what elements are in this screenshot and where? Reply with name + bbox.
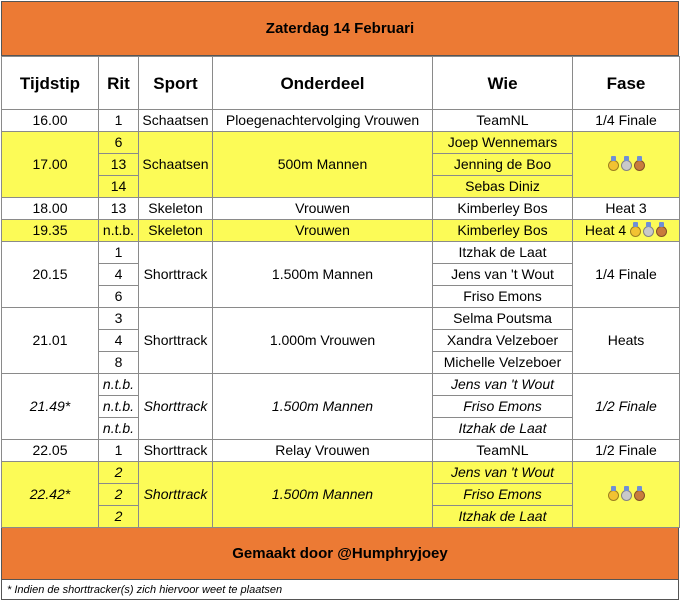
rit-cell: 6: [99, 286, 139, 308]
time-cell: 21.01: [2, 308, 99, 374]
who-cell: Kimberley Bos: [433, 198, 573, 220]
sport-cell: Schaatsen: [139, 110, 213, 132]
table-row: [2, 220, 680, 242]
rit-cell: n.t.b.: [99, 374, 139, 396]
header-sport: Sport: [139, 57, 213, 110]
phase-cell: [573, 462, 680, 528]
phase-label: Heat 4: [584, 222, 627, 238]
sport-cell: Shorttrack: [139, 308, 213, 374]
silver-medal-icon: [643, 226, 654, 237]
event-cell: Vrouwen: [213, 198, 433, 220]
rit-cell: 4: [99, 330, 139, 352]
gold-medal-icon: [608, 160, 619, 171]
time-cell: 18.00: [2, 198, 99, 220]
medal-icons: [630, 226, 667, 237]
who-cell: Michelle Velzeboer: [433, 352, 573, 374]
phase-cell: Heat 3: [573, 198, 680, 220]
silver-medal-icon: [621, 160, 632, 171]
rit-cell: 4: [99, 264, 139, 286]
table-row: [2, 440, 680, 462]
rit-cell: 8: [99, 352, 139, 374]
event-cell: Relay Vrouwen: [213, 440, 433, 462]
time-cell: 22.42*: [2, 462, 99, 528]
bronze-medal-icon: [634, 490, 645, 501]
event-cell: 1.500m Mannen: [213, 462, 433, 528]
who-cell: Friso Emons: [433, 484, 573, 506]
time-cell: 22.05: [2, 440, 99, 462]
rit-cell: 14: [99, 176, 139, 198]
sport-cell: Schaatsen: [139, 132, 213, 198]
table-row: [2, 374, 680, 396]
who-cell: Friso Emons: [433, 286, 573, 308]
event-cell: Vrouwen: [213, 220, 433, 242]
schedule-sheet: [1, 1, 679, 600]
schedule-table: [1, 56, 680, 528]
medal-icons: [608, 490, 645, 501]
medal-icons: [608, 160, 645, 171]
rit-cell: 1: [99, 242, 139, 264]
table-row: [2, 242, 680, 264]
sport-cell: Shorttrack: [139, 462, 213, 528]
who-cell: Friso Emons: [433, 396, 573, 418]
event-cell: Ploegenachtervolging Vrouwen: [213, 110, 433, 132]
rit-cell: 1: [99, 110, 139, 132]
event-cell: 500m Mannen: [213, 132, 433, 198]
who-cell: Jenning de Boo: [433, 154, 573, 176]
header-event: Onderdeel: [213, 57, 433, 110]
sport-cell: Shorttrack: [139, 374, 213, 440]
header-time: Tijdstip: [2, 57, 99, 110]
rit-cell: n.t.b.: [99, 418, 139, 440]
bronze-medal-icon: [634, 160, 645, 171]
table-row: [2, 110, 680, 132]
credit-banner: [1, 528, 679, 580]
sport-cell: Skeleton: [139, 198, 213, 220]
who-cell: Sebas Diniz: [433, 176, 573, 198]
sport-cell: Shorttrack: [139, 242, 213, 308]
who-cell: Jens van 't Wout: [433, 462, 573, 484]
phase-cell: [573, 132, 680, 198]
table-row: [2, 308, 680, 330]
event-cell: 1.500m Mannen: [213, 242, 433, 308]
phase-cell: 1/4 Finale: [573, 110, 680, 132]
who-cell: TeamNL: [433, 440, 573, 462]
time-cell: 16.00: [2, 110, 99, 132]
who-cell: Kimberley Bos: [433, 220, 573, 242]
rit-cell: 3: [99, 308, 139, 330]
phase-cell: 1/2 Finale: [573, 440, 680, 462]
sport-cell: Skeleton: [139, 220, 213, 242]
rit-cell: n.t.b.: [99, 220, 139, 242]
who-cell: Joep Wennemars: [433, 132, 573, 154]
phase-cell: [573, 220, 680, 242]
table-row: [2, 132, 680, 154]
sport-cell: Shorttrack: [139, 440, 213, 462]
rit-cell: 2: [99, 484, 139, 506]
rit-cell: 13: [99, 154, 139, 176]
gold-medal-icon: [630, 226, 641, 237]
gold-medal-icon: [608, 490, 619, 501]
phase-cell: 1/2 Finale: [573, 374, 680, 440]
header-row: [2, 57, 680, 110]
silver-medal-icon: [621, 490, 632, 501]
time-cell: 17.00: [2, 132, 99, 198]
phase-cell: Heats: [573, 308, 680, 374]
rit-cell: 13: [99, 198, 139, 220]
who-cell: TeamNL: [433, 110, 573, 132]
rit-cell: 2: [99, 462, 139, 484]
who-cell: Xandra Velzeboer: [433, 330, 573, 352]
event-cell: 1.500m Mannen: [213, 374, 433, 440]
header-who: Wie: [433, 57, 573, 110]
time-cell: 19.35: [2, 220, 99, 242]
rit-cell: 6: [99, 132, 139, 154]
table-row: [2, 198, 680, 220]
page-title: Zaterdag 14 Februari: [265, 20, 415, 37]
time-cell: 21.49*: [2, 374, 99, 440]
rit-cell: 1: [99, 440, 139, 462]
credit-text: Gemaakt door @Humphryjoey: [232, 545, 448, 562]
event-cell: 1.000m Vrouwen: [213, 308, 433, 374]
header-rit: Rit: [99, 57, 139, 110]
bronze-medal-icon: [656, 226, 667, 237]
who-cell: Itzhak de Laat: [433, 242, 573, 264]
rit-cell: 2: [99, 506, 139, 528]
phase-cell: 1/4 Finale: [573, 242, 680, 308]
header-phase: Fase: [573, 57, 680, 110]
who-cell: Itzhak de Laat: [433, 418, 573, 440]
rit-cell: n.t.b.: [99, 396, 139, 418]
who-cell: Itzhak de Laat: [433, 506, 573, 528]
title-banner: [1, 1, 679, 56]
footnote: * Indien de shorttracker(s) zich hiervoor weet te plaatsen: [1, 580, 679, 600]
who-cell: Jens van 't Wout: [433, 374, 573, 396]
table-row: [2, 462, 680, 484]
who-cell: Selma Poutsma: [433, 308, 573, 330]
who-cell: Jens van 't Wout: [433, 264, 573, 286]
time-cell: 20.15: [2, 242, 99, 308]
